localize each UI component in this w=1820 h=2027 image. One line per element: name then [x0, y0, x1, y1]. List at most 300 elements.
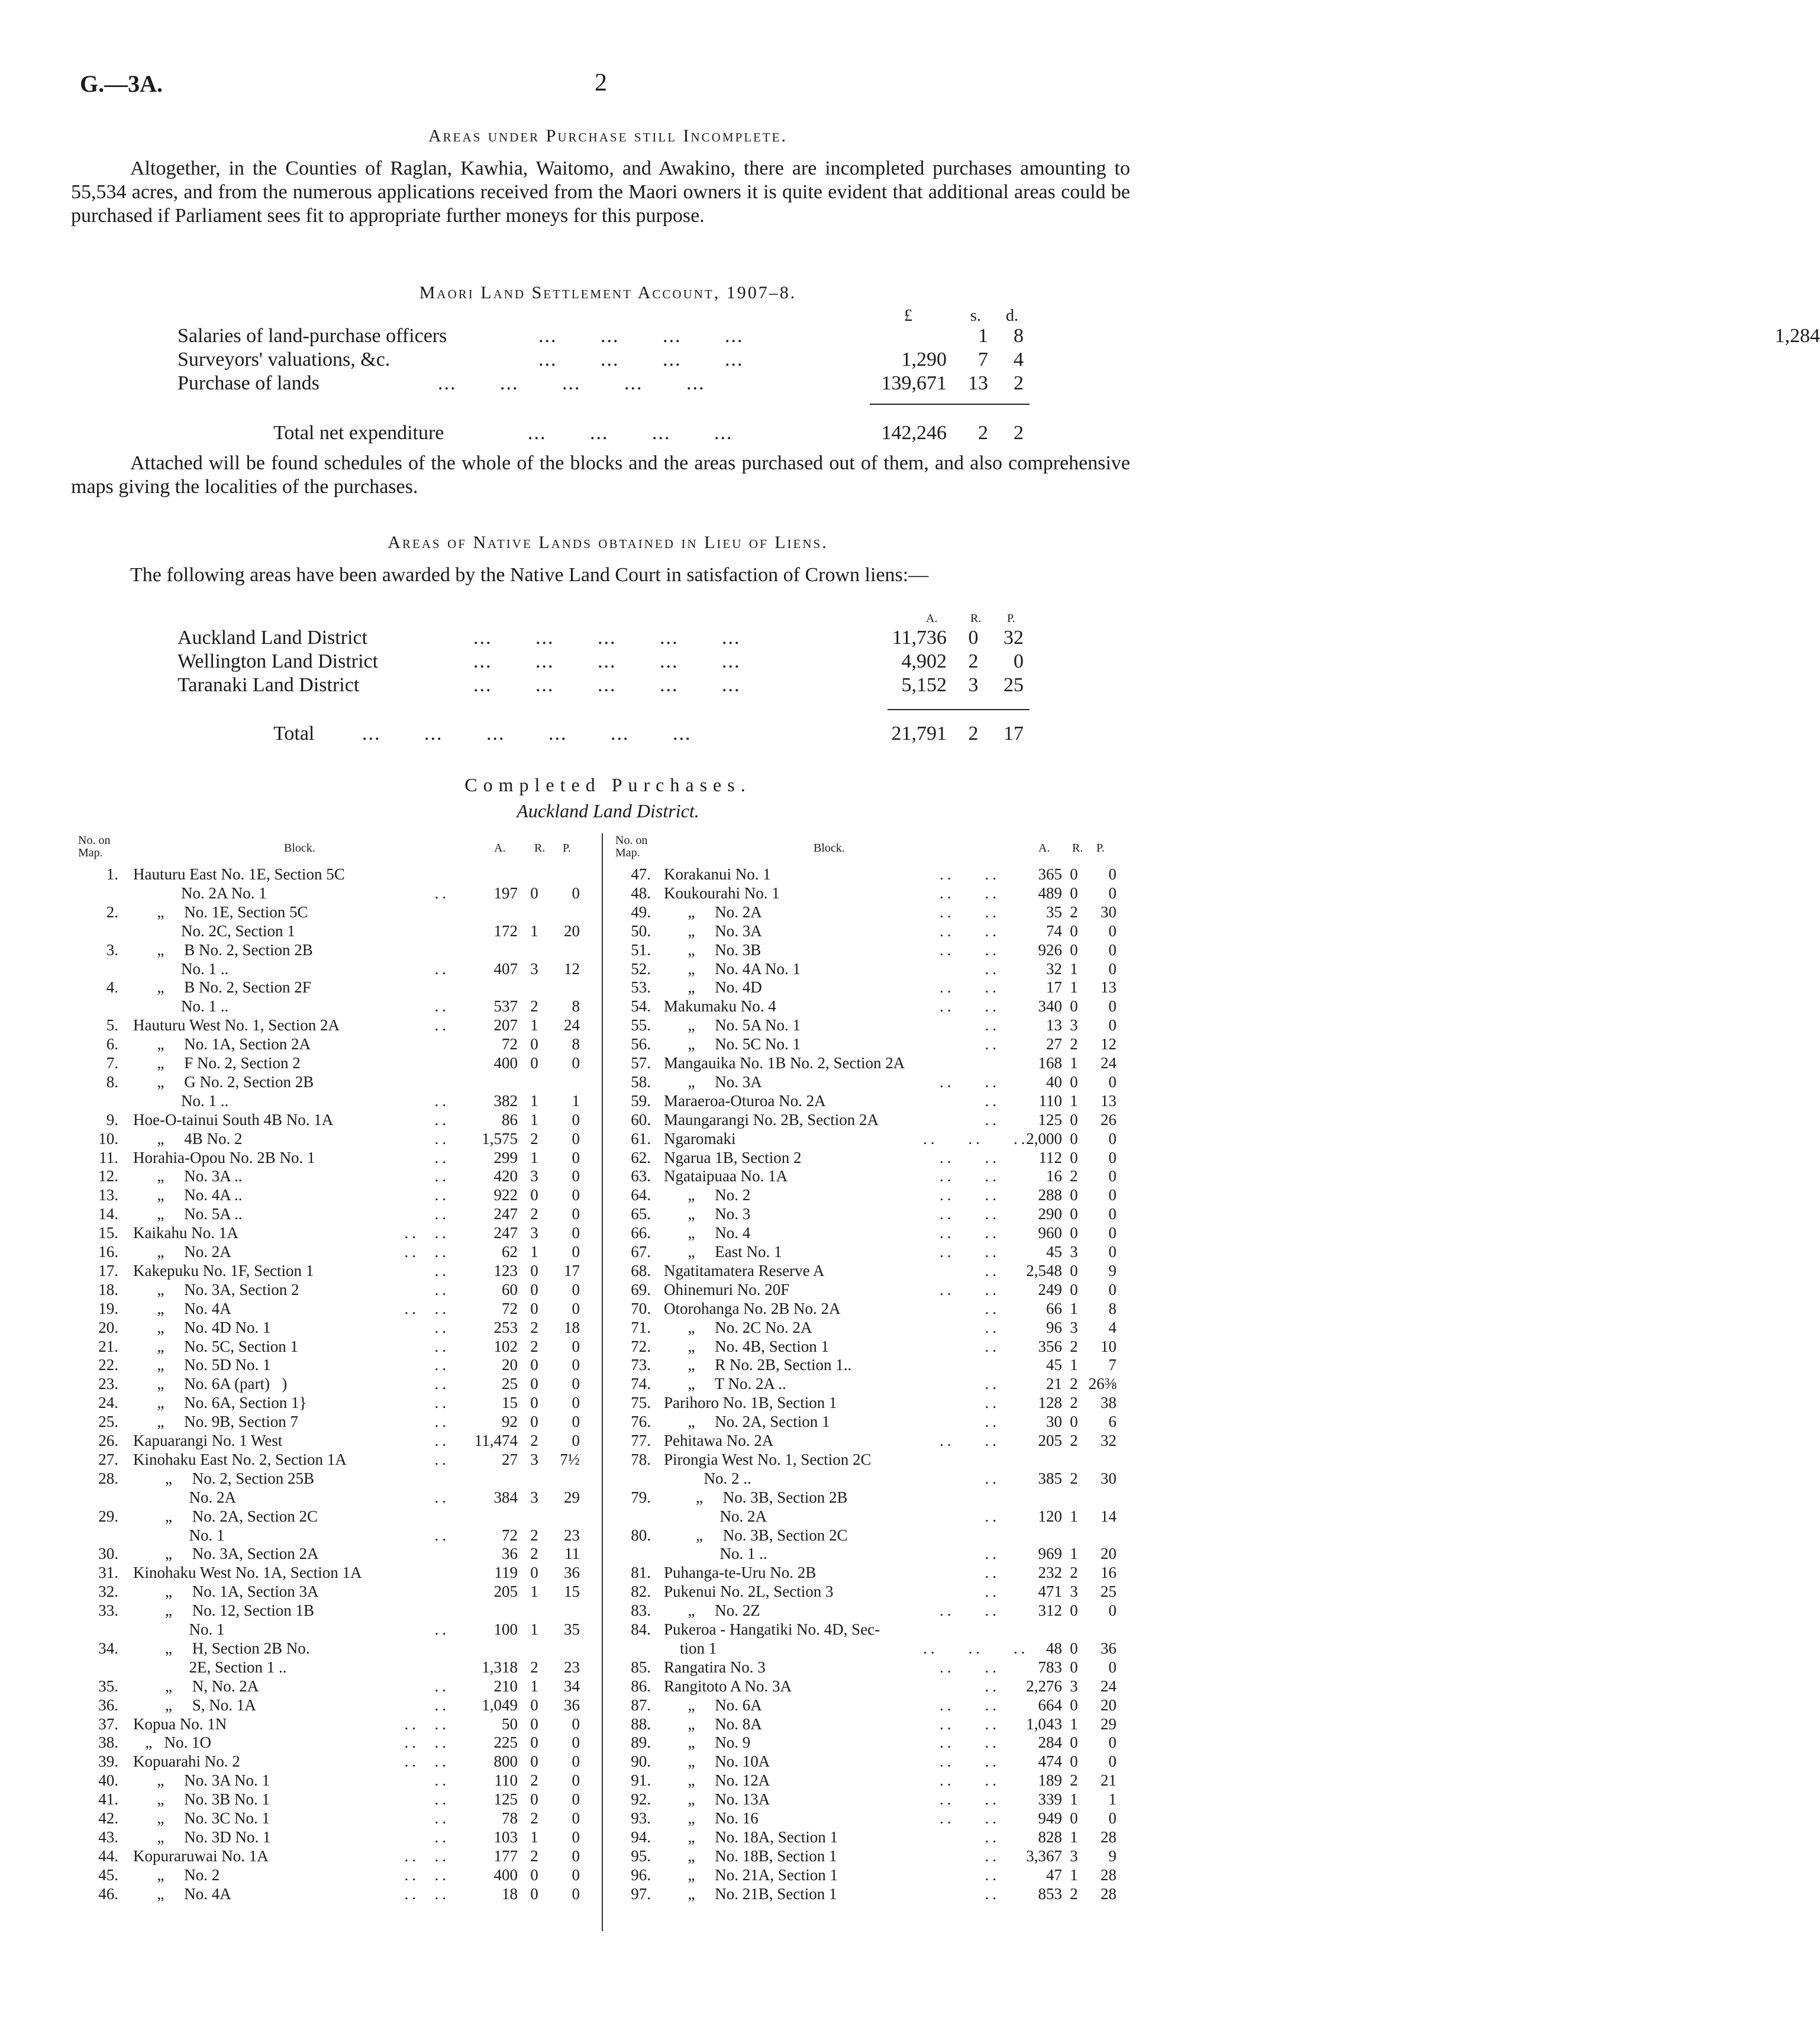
leader-dots: .. ..	[404, 1846, 450, 1865]
area-roods: 0	[530, 1733, 538, 1752]
block-name: „ No. 4A ..	[133, 1186, 243, 1204]
area-perches: 0	[572, 1167, 580, 1185]
area-roods: 0	[530, 884, 538, 902]
map-number: 53.	[631, 978, 651, 997]
area-acres: 537	[493, 997, 518, 1016]
area-perches: 23	[564, 1658, 580, 1676]
area-acres: 2,000	[1026, 1129, 1062, 1148]
map-number: 59.	[631, 1091, 651, 1110]
block-name: Kopuraruwai No. 1A	[133, 1846, 269, 1865]
area-acres: 16	[1046, 1167, 1062, 1185]
block-name: „ No. 2A	[133, 1243, 231, 1261]
block-name: Maraeroa-Oturoa No. 2A	[664, 1091, 826, 1110]
area-roods: 2	[1070, 1884, 1078, 1903]
leader-dots: .. ..	[940, 1658, 1000, 1676]
block-name: Korakanui No. 1	[664, 865, 771, 883]
area-roods: 1	[1070, 1865, 1078, 1884]
map-number: 65.	[631, 1205, 651, 1223]
area-acres: 177	[493, 1846, 518, 1865]
map-number: 35.	[98, 1677, 118, 1695]
area-roods: 2	[530, 1658, 538, 1676]
block-name: „ G No. 2, Section 2B	[133, 1072, 314, 1091]
area-acres: 400	[493, 1865, 518, 1884]
leader-dots: ..	[985, 1545, 1000, 1563]
block-name: No. 2C, Section 1	[133, 921, 295, 940]
area-perches: 24	[1101, 1677, 1116, 1695]
area-acres: 232	[1038, 1564, 1062, 1582]
area-acres: 100	[493, 1620, 518, 1638]
leader-dots: .. ..	[940, 1696, 1000, 1714]
block-name: „ No. 4A	[133, 1884, 231, 1903]
area-perches: 12	[1101, 1035, 1116, 1053]
area-perches: 20	[1101, 1696, 1116, 1714]
leader-dots: .. ..	[940, 997, 1000, 1016]
leader-dots: .. ..	[940, 1715, 1000, 1733]
area-roods: 1	[1070, 1299, 1078, 1317]
area-perches: 1	[1108, 1790, 1116, 1809]
account-row: Salaries of land-purchase officers ... ... ... ... 1,284	[178, 325, 1820, 347]
area-acres: 25	[502, 1375, 518, 1393]
area-roods: 2	[1070, 903, 1078, 921]
right-header-block: Block.	[814, 842, 845, 855]
area-roods: 2	[1070, 1469, 1078, 1487]
area-roods: 0	[530, 1394, 538, 1412]
area-roods: 1	[530, 1677, 538, 1695]
area-acres: 120	[1038, 1507, 1062, 1525]
area-perches: 13	[1101, 1091, 1116, 1110]
liens-title: Areas of Native Lands obtained in Lieu of Liens.	[388, 533, 828, 552]
leader-dots: ..	[985, 1583, 1000, 1601]
map-number: 8.	[106, 1072, 118, 1091]
area-perches: 0	[572, 1432, 580, 1449]
map-number: 46.	[98, 1884, 118, 1903]
block-name: „ H, Section 2B No.	[133, 1639, 310, 1657]
area-acres: 123	[493, 1261, 518, 1280]
leader-dots: .. ..	[404, 1715, 450, 1733]
map-number: 49.	[631, 903, 651, 921]
area-roods: 2	[530, 1129, 538, 1148]
area-perches: 23	[564, 1526, 580, 1544]
block-name: No. 1 ..	[133, 1091, 229, 1110]
block-name: Ngaromaki	[664, 1129, 736, 1148]
map-number: 52.	[631, 959, 651, 978]
block-name: „ No. 12, Section 1B	[133, 1601, 314, 1620]
map-number: 32.	[98, 1583, 118, 1601]
block-name: „ No. 4A	[133, 1299, 231, 1317]
area-perches: 0	[572, 1054, 580, 1072]
leader-dots: .. ..	[940, 1224, 1000, 1242]
account-row-d: 4	[1014, 349, 1024, 370]
area-perches: 28	[1101, 1884, 1116, 1903]
area-acres: 922	[493, 1186, 518, 1204]
leader-dots: .. ..	[940, 1205, 1000, 1223]
area-perches: 0	[572, 1846, 580, 1865]
leader-dots: ..	[985, 1016, 1000, 1035]
leader-dots: .. ..	[940, 1280, 1000, 1298]
map-number: 39.	[98, 1752, 118, 1771]
section-title-incomplete: Areas under Purchase still Incomplete.	[428, 126, 788, 146]
area-perches: 0	[1108, 940, 1116, 959]
leader-dots: .. ..	[404, 1224, 450, 1242]
leader-dots: ..	[434, 1280, 450, 1298]
area-acres: 1,575	[482, 1129, 518, 1148]
map-number: 38.	[98, 1733, 118, 1752]
area-acres: 66	[1046, 1299, 1062, 1317]
area-perches: 0	[572, 1280, 580, 1298]
area-roods: 2	[530, 1205, 538, 1223]
leader-dots: ..	[434, 1450, 450, 1468]
area-perches: 30	[1101, 1469, 1116, 1487]
account-row-d: 8	[1014, 325, 1024, 347]
block-name: Pukenui No. 2L, Section 3	[664, 1583, 834, 1601]
block-name: „ B No. 2, Section 2B	[133, 940, 313, 959]
leader-dots: .. ..	[940, 1148, 1000, 1166]
leader-dots: ..	[434, 1318, 450, 1336]
area-roods: 1	[530, 1110, 538, 1129]
map-number: 78.	[631, 1450, 651, 1468]
leader-dots: .. ..	[940, 1601, 1000, 1620]
area-perches: 0	[572, 1413, 580, 1431]
column-divider	[602, 833, 603, 1931]
area-perches: 16	[1101, 1564, 1116, 1582]
leader-dots: ..	[985, 1884, 1000, 1903]
account-row-s: 7	[978, 349, 988, 370]
map-number: 34.	[98, 1639, 118, 1657]
area-perches: 0	[1108, 865, 1116, 883]
area-perches: 15	[564, 1583, 580, 1601]
leader-dots: .. ..	[404, 1733, 450, 1752]
area-roods: 0	[1070, 1639, 1078, 1657]
block-name: Kopua No. 1N	[133, 1715, 227, 1733]
area-acres: 339	[1038, 1790, 1062, 1809]
block-name: „ No. 3A	[664, 921, 762, 940]
map-number: 79.	[631, 1488, 651, 1506]
completed-title: Completed Purchases.	[464, 774, 751, 795]
area-perches: 0	[572, 1356, 580, 1374]
area-roods: 0	[1070, 1186, 1078, 1204]
leader-dots: ..	[434, 1828, 450, 1846]
area-acres: 35	[1046, 903, 1062, 921]
area-perches: 17	[564, 1261, 580, 1280]
area-acres: 382	[493, 1091, 518, 1110]
area-perches: 28	[1101, 1865, 1116, 1884]
leader-dots: ..	[434, 1809, 450, 1827]
area-roods: 2	[1070, 1375, 1078, 1393]
block-name: Ngatitamatera Reserve A	[664, 1261, 825, 1280]
leader-dots: .. ..	[940, 1733, 1000, 1752]
block-name: „ No. 9B, Section 7	[133, 1413, 298, 1431]
block-name: „ No. 2	[664, 1186, 751, 1204]
area-roods: 0	[530, 1696, 538, 1714]
map-number: 83.	[631, 1601, 651, 1620]
leader-dots: ..	[434, 1771, 450, 1790]
area-roods: 0	[530, 1564, 538, 1582]
leader-dots: .. ..	[404, 1752, 450, 1771]
map-number: 82.	[631, 1583, 651, 1601]
liens-row: Taranaki Land District ... ... ... ... ...	[178, 674, 741, 696]
block-name: „ No. 5A No. 1	[664, 1016, 801, 1035]
area-acres: 299	[493, 1148, 518, 1166]
area-perches: 29	[564, 1488, 580, 1506]
map-number: 64.	[631, 1186, 651, 1204]
area-acres: 474	[1038, 1752, 1062, 1771]
area-acres: 45	[1046, 1243, 1062, 1261]
map-number: 30.	[98, 1545, 118, 1563]
area-roods: 3	[1070, 1846, 1078, 1865]
leader-dots: ..	[434, 1148, 450, 1166]
map-number: 43.	[98, 1828, 118, 1846]
block-name: „ No. 3A, Section 2A	[133, 1545, 319, 1563]
map-number: 56.	[631, 1035, 651, 1053]
block-name: „ No. 3A, Section 2	[133, 1280, 299, 1298]
area-roods: 1	[530, 921, 538, 940]
area-roods: 2	[1070, 1035, 1078, 1053]
area-acres: 45	[1046, 1356, 1062, 1374]
map-number: 74.	[631, 1375, 651, 1393]
area-perches: 0	[1108, 1148, 1116, 1166]
area-acres: 125	[1038, 1110, 1062, 1129]
block-name: „ No. 5C No. 1	[664, 1035, 801, 1053]
leader-dots: ..	[985, 1261, 1000, 1280]
area-perches: 24	[1101, 1054, 1116, 1072]
map-number: 41.	[98, 1790, 118, 1809]
area-acres: 197	[493, 884, 518, 902]
liens-paragraph: The following areas have been awarded by the Native Land Court in satisfaction of Crown liens:—	[130, 564, 929, 586]
area-perches: 26⅜	[1088, 1375, 1116, 1393]
area-roods: 2	[530, 997, 538, 1016]
incomplete-paragraph: Altogether, in the Counties of Raglan, Kawhia, Waitomo, and Awakino, there are incompleted purchases amounting to 55,534 acres, and from the numerous applications received from the Maori owners it is quite evident that additional areas could be purchased if Parliament sees fit to appropriate further moneys for this purpose.	[71, 157, 1130, 227]
map-number: 18.	[98, 1280, 118, 1298]
map-number: 27.	[98, 1450, 118, 1468]
area-acres: 2,548	[1026, 1261, 1062, 1280]
area-roods: 0	[530, 1715, 538, 1733]
area-roods: 0	[1070, 1752, 1078, 1771]
area-acres: 290	[1038, 1205, 1062, 1223]
area-roods: 0	[1070, 1205, 1078, 1223]
map-number: 80.	[631, 1526, 651, 1544]
map-number: 50.	[631, 921, 651, 940]
liens-total-rule	[888, 709, 1030, 710]
area-perches: 26	[1101, 1110, 1116, 1129]
area-roods: 1	[1070, 1356, 1078, 1374]
area-acres: 30	[1046, 1413, 1062, 1431]
block-name: „ No. 2C No. 2A	[664, 1318, 812, 1336]
block-name: „ No. 3B, Section 2B	[664, 1488, 848, 1506]
liens-total-r: 2	[968, 723, 979, 745]
area-roods: 1	[1070, 1091, 1078, 1110]
block-name: Pehitawa No. 2A	[664, 1432, 774, 1449]
block-name: Parihoro No. 1B, Section 1	[664, 1394, 837, 1412]
area-roods: 1	[530, 1148, 538, 1166]
area-perches: 29	[1101, 1715, 1116, 1733]
map-number: 47.	[631, 865, 651, 883]
leader-dots: ..	[434, 1261, 450, 1280]
map-number: 4.	[106, 978, 118, 997]
left-header-p: P.	[563, 842, 571, 855]
block-name: Kapuarangi No. 1 West	[133, 1432, 283, 1449]
area-perches: 7½	[560, 1450, 580, 1468]
leader-dots: .. ..	[940, 1243, 1000, 1261]
leader-dots: ..	[985, 1846, 1000, 1865]
account-row-s: 13	[968, 372, 988, 394]
block-name: „ No. 21B, Section 1	[664, 1884, 837, 1903]
leader-dots: ..	[985, 1394, 1000, 1412]
area-perches: 24	[564, 1016, 580, 1035]
map-number: 20.	[98, 1318, 118, 1336]
account-total-s: 2	[978, 422, 988, 444]
block-name: „ No. 2A, Section 1	[664, 1413, 830, 1431]
area-acres: 74	[1046, 921, 1062, 940]
leader-dots: ..	[985, 1299, 1000, 1317]
liens-header-a: A.	[926, 612, 938, 625]
area-roods: 1	[530, 1620, 538, 1638]
area-acres: 926	[1038, 940, 1062, 959]
block-name: „ No. 4D No. 1	[133, 1318, 271, 1336]
map-number: 88.	[631, 1715, 651, 1733]
area-acres: 949	[1038, 1809, 1062, 1827]
area-perches: 0	[1108, 1733, 1116, 1752]
map-number: 94.	[631, 1828, 651, 1846]
area-roods: 2	[530, 1545, 538, 1563]
area-perches: 0	[572, 1884, 580, 1903]
account-total-pounds: 142,246	[881, 422, 947, 444]
area-acres: 11,474	[474, 1432, 518, 1449]
map-number: 77.	[631, 1432, 651, 1449]
area-acres: 86	[502, 1110, 518, 1129]
area-perches: 32	[1101, 1432, 1116, 1449]
block-name: „ No. 1O	[133, 1733, 211, 1752]
block-name: Ohinemuri No. 20F	[664, 1280, 790, 1298]
leader-dots: ..	[434, 1677, 450, 1695]
area-acres: 420	[493, 1167, 518, 1185]
leader-dots: ..	[434, 1167, 450, 1185]
area-perches: 0	[572, 1299, 580, 1317]
block-name: No. 1	[133, 1526, 225, 1544]
area-acres: 205	[493, 1583, 518, 1601]
area-acres: 15	[502, 1394, 518, 1412]
area-acres: 72	[502, 1526, 518, 1544]
leader-dots: .. ..	[940, 921, 1000, 940]
block-name: Maungarangi No. 2B, Section 2A	[664, 1110, 879, 1129]
area-roods: 1	[530, 1828, 538, 1846]
area-acres: 2,276	[1026, 1677, 1062, 1695]
area-acres: 247	[493, 1205, 518, 1223]
area-perches: 0	[572, 1205, 580, 1223]
block-name: „ No. 2A	[664, 903, 762, 921]
area-roods: 0	[1070, 1129, 1078, 1148]
liens-row-p: 25	[1003, 674, 1024, 696]
area-perches: 0	[572, 884, 580, 902]
area-perches: 8	[1108, 1299, 1116, 1317]
area-acres: 288	[1038, 1186, 1062, 1204]
liens-row-r: 3	[968, 674, 979, 696]
account-note: Attached will be found schedules of the whole of the blocks and the areas purchased out of them, and also comprehensive maps giving the localities of the purchases.	[71, 452, 1130, 498]
leader-dots: .. ..	[940, 1771, 1000, 1790]
map-number: 21.	[98, 1337, 118, 1355]
area-acres: 3,367	[1026, 1846, 1062, 1865]
leader-dots: .. ..	[940, 884, 1000, 902]
block-name: Hoe-O-tainui South 4B No. 1A	[133, 1110, 334, 1129]
leader-dots: ..	[434, 1413, 450, 1431]
map-number: 58.	[631, 1072, 651, 1091]
area-perches: 38	[1101, 1394, 1116, 1412]
area-perches: 0	[1108, 1809, 1116, 1827]
block-name: „ No. 1A, Section 2A	[133, 1035, 311, 1053]
area-acres: 48	[1046, 1639, 1062, 1657]
area-acres: 1,318	[482, 1658, 518, 1676]
block-name: Otorohanga No. 2B No. 2A	[664, 1299, 841, 1317]
area-roods: 0	[530, 1299, 538, 1317]
area-perches: 0	[572, 1148, 580, 1166]
leader-dots: ..	[434, 1526, 450, 1544]
leader-dots: ..	[434, 1110, 450, 1129]
map-number: 26.	[98, 1432, 118, 1449]
map-number: 23.	[98, 1375, 118, 1393]
leader-dots: ..	[434, 1205, 450, 1223]
block-name: Ngataipuaa No. 1A	[664, 1167, 788, 1185]
area-acres: 32	[1046, 959, 1062, 978]
area-roods: 0	[1070, 1110, 1078, 1129]
area-roods: 0	[530, 1280, 538, 1298]
map-number: 91.	[631, 1771, 651, 1790]
leader-dots: ..	[985, 1035, 1000, 1053]
area-acres: 205	[1038, 1432, 1062, 1449]
area-roods: 0	[1070, 1809, 1078, 1827]
area-roods: 2	[530, 1809, 538, 1827]
leader-dots: .. ..	[940, 865, 1000, 883]
leader-dots: ..	[985, 1865, 1000, 1884]
liens-row-r: 0	[968, 627, 979, 649]
leader-dots: .. ..	[940, 1072, 1000, 1091]
area-roods: 1	[530, 1243, 538, 1261]
leader-dots: .. ..	[940, 1790, 1000, 1809]
area-perches: 0	[572, 1394, 580, 1412]
block-name: „ No. 9	[664, 1733, 751, 1752]
leader-dots: .. ..	[404, 1865, 450, 1884]
map-number: 93.	[631, 1809, 651, 1827]
area-roods: 0	[530, 1186, 538, 1204]
map-number: 17.	[98, 1261, 118, 1280]
block-name: „ No. 5A ..	[133, 1205, 243, 1223]
area-acres: 103	[493, 1828, 518, 1846]
block-name: „ T No. 2A ..	[664, 1375, 786, 1393]
area-perches: 0	[1108, 1601, 1116, 1620]
block-name: „ No. 6A (part) )	[133, 1375, 288, 1393]
area-acres: 400	[493, 1054, 518, 1072]
account-total-d: 2	[1014, 422, 1024, 444]
area-acres: 960	[1038, 1224, 1062, 1242]
area-perches: 0	[572, 1129, 580, 1148]
map-number: 16.	[98, 1243, 118, 1261]
area-perches: 30	[1101, 903, 1116, 921]
area-acres: 356	[1038, 1337, 1062, 1355]
leader-dots: .. ..	[940, 1809, 1000, 1827]
area-acres: 800	[493, 1752, 518, 1771]
leader-dots: .. ..	[940, 1432, 1000, 1449]
area-acres: 828	[1038, 1828, 1062, 1846]
leader-dots: .. ..	[404, 1884, 450, 1903]
area-roods: 1	[1070, 1715, 1078, 1733]
area-perches: 0	[572, 1110, 580, 1129]
area-perches: 0	[1108, 1186, 1116, 1204]
block-name: „ No. 4	[664, 1224, 751, 1242]
block-name: „ No. 1E, Section 5C	[133, 903, 308, 921]
area-acres: 249	[1038, 1280, 1062, 1298]
map-number: 44.	[98, 1846, 118, 1865]
area-roods: 1	[530, 1016, 538, 1035]
area-roods: 0	[1070, 1733, 1078, 1752]
map-number: 14.	[98, 1205, 118, 1223]
